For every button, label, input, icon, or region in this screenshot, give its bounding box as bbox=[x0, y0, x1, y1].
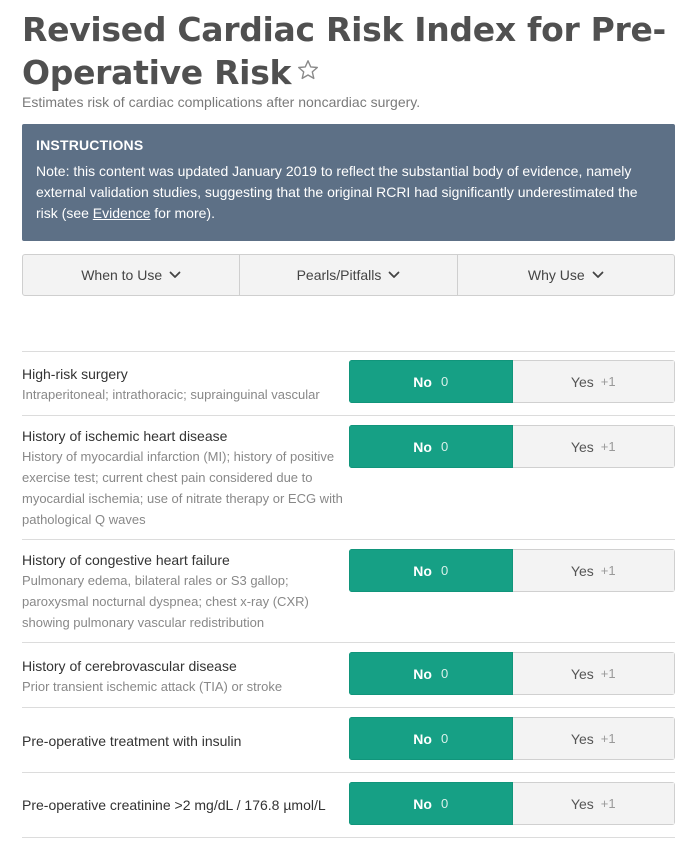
option-points: 0 bbox=[440, 563, 449, 578]
option-label: Yes bbox=[570, 665, 594, 682]
criterion-label bbox=[22, 795, 344, 815]
instructions-body bbox=[36, 161, 661, 224]
page-title-text: Revised Cardiac Risk Index for Pre-Operative Risk bbox=[22, 10, 666, 92]
instructions-panel bbox=[22, 124, 675, 241]
option-label: No bbox=[413, 665, 432, 682]
option-points: +1 bbox=[600, 666, 616, 681]
criterion-label bbox=[22, 426, 344, 530]
criterion-name: History of ischemic heart disease bbox=[22, 428, 228, 444]
criterion-name: Pre-operative treatment with insulin bbox=[22, 733, 242, 749]
tab-when-to-use[interactable] bbox=[23, 255, 239, 295]
criterion-name: Pre-operative creatinine >2 mg/dL / 176.8 µmol/L bbox=[22, 797, 326, 813]
no-option[interactable] bbox=[349, 549, 513, 592]
tab-pearls-pitfalls[interactable] bbox=[239, 255, 456, 295]
criterion-name: High-risk surgery bbox=[22, 366, 128, 382]
tab-label: Pearls/Pitfalls bbox=[296, 267, 382, 283]
criterion-description: History of myocardial infarction (MI); history of positive exercise test; current chest pain considered due to myocardial ischemia; use of nitrate therapy or ECG with pathological Q waves bbox=[22, 449, 343, 527]
page-title bbox=[22, 8, 672, 94]
no-option[interactable] bbox=[349, 425, 513, 468]
criterion-name: History of cerebrovascular disease bbox=[22, 658, 237, 674]
yes-no-toggle bbox=[349, 360, 675, 403]
yes-option[interactable] bbox=[513, 425, 676, 468]
option-label: Yes bbox=[570, 730, 594, 747]
option-label: Yes bbox=[570, 373, 594, 390]
criterion-ischemic-heart-disease bbox=[22, 416, 675, 540]
option-points: +1 bbox=[600, 731, 616, 746]
yes-option[interactable] bbox=[513, 782, 676, 825]
option-points: 0 bbox=[440, 666, 449, 681]
chevron-down-icon bbox=[388, 271, 400, 279]
criterion-insulin-treatment bbox=[22, 708, 675, 773]
criterion-description: Prior transient ischemic attack (TIA) or stroke bbox=[22, 679, 283, 694]
yes-option[interactable] bbox=[513, 717, 676, 760]
no-option[interactable] bbox=[349, 360, 513, 403]
option-points: +1 bbox=[600, 563, 616, 578]
option-points: +1 bbox=[600, 439, 616, 454]
option-label: No bbox=[413, 373, 432, 390]
option-points: 0 bbox=[440, 796, 449, 811]
option-label: No bbox=[413, 562, 432, 579]
yes-option[interactable] bbox=[513, 549, 676, 592]
instructions-text: Note: this content was updated January 2019 to reflect the substantial body of evidence, namely external validation studies, suggesting that the original RCRI had significantly underestimated the risk (see bbox=[36, 163, 638, 221]
yes-no-toggle bbox=[349, 425, 675, 468]
instructions-text-end: for more). bbox=[150, 205, 215, 221]
criterion-congestive-heart-failure bbox=[22, 540, 675, 643]
yes-option[interactable] bbox=[513, 652, 676, 695]
tab-why-use[interactable] bbox=[457, 255, 674, 295]
tab-label: When to Use bbox=[81, 267, 163, 283]
criterion-description: Intraperitoneal; intrathoracic; suprainguinal vascular bbox=[22, 387, 320, 402]
yes-option[interactable] bbox=[513, 360, 676, 403]
option-points: 0 bbox=[440, 731, 449, 746]
criterion-description: Pulmonary edema, bilateral rales or S3 gallop; paroxysmal nocturnal dyspnea; chest x-ray (CXR) showing pulmonary vascular redistribution bbox=[22, 573, 309, 630]
criterion-name: History of congestive heart failure bbox=[22, 552, 230, 568]
option-points: 0 bbox=[440, 439, 449, 454]
criterion-label bbox=[22, 364, 344, 405]
no-option[interactable] bbox=[349, 782, 513, 825]
option-points: 0 bbox=[440, 374, 449, 389]
criterion-label bbox=[22, 731, 344, 751]
option-label: No bbox=[413, 438, 432, 455]
no-option[interactable] bbox=[349, 652, 513, 695]
option-points: +1 bbox=[600, 374, 616, 389]
evidence-link[interactable]: Evidence bbox=[92, 205, 151, 221]
criterion-creatinine bbox=[22, 773, 675, 838]
option-label: No bbox=[413, 795, 432, 812]
yes-no-toggle bbox=[349, 782, 675, 825]
chevron-down-icon bbox=[169, 271, 181, 279]
option-label: Yes bbox=[570, 795, 594, 812]
criterion-cerebrovascular-disease bbox=[22, 643, 675, 708]
tab-label: Why Use bbox=[527, 267, 585, 283]
info-tabs bbox=[22, 254, 675, 296]
criteria-list bbox=[22, 351, 675, 838]
star-outline-icon[interactable] bbox=[295, 58, 321, 82]
no-option[interactable] bbox=[349, 717, 513, 760]
option-label: No bbox=[413, 730, 432, 747]
option-label: Yes bbox=[570, 562, 594, 579]
option-points: +1 bbox=[600, 796, 616, 811]
criterion-label bbox=[22, 550, 344, 633]
criterion-high-risk-surgery bbox=[22, 352, 675, 416]
criterion-label bbox=[22, 656, 344, 697]
page-subtitle: Estimates risk of cardiac complications after noncardiac surgery. bbox=[22, 94, 421, 110]
yes-no-toggle bbox=[349, 717, 675, 760]
chevron-down-icon bbox=[592, 271, 604, 279]
yes-no-toggle bbox=[349, 652, 675, 695]
option-label: Yes bbox=[570, 438, 594, 455]
yes-no-toggle bbox=[349, 549, 675, 592]
instructions-heading: INSTRUCTIONS bbox=[36, 137, 144, 153]
